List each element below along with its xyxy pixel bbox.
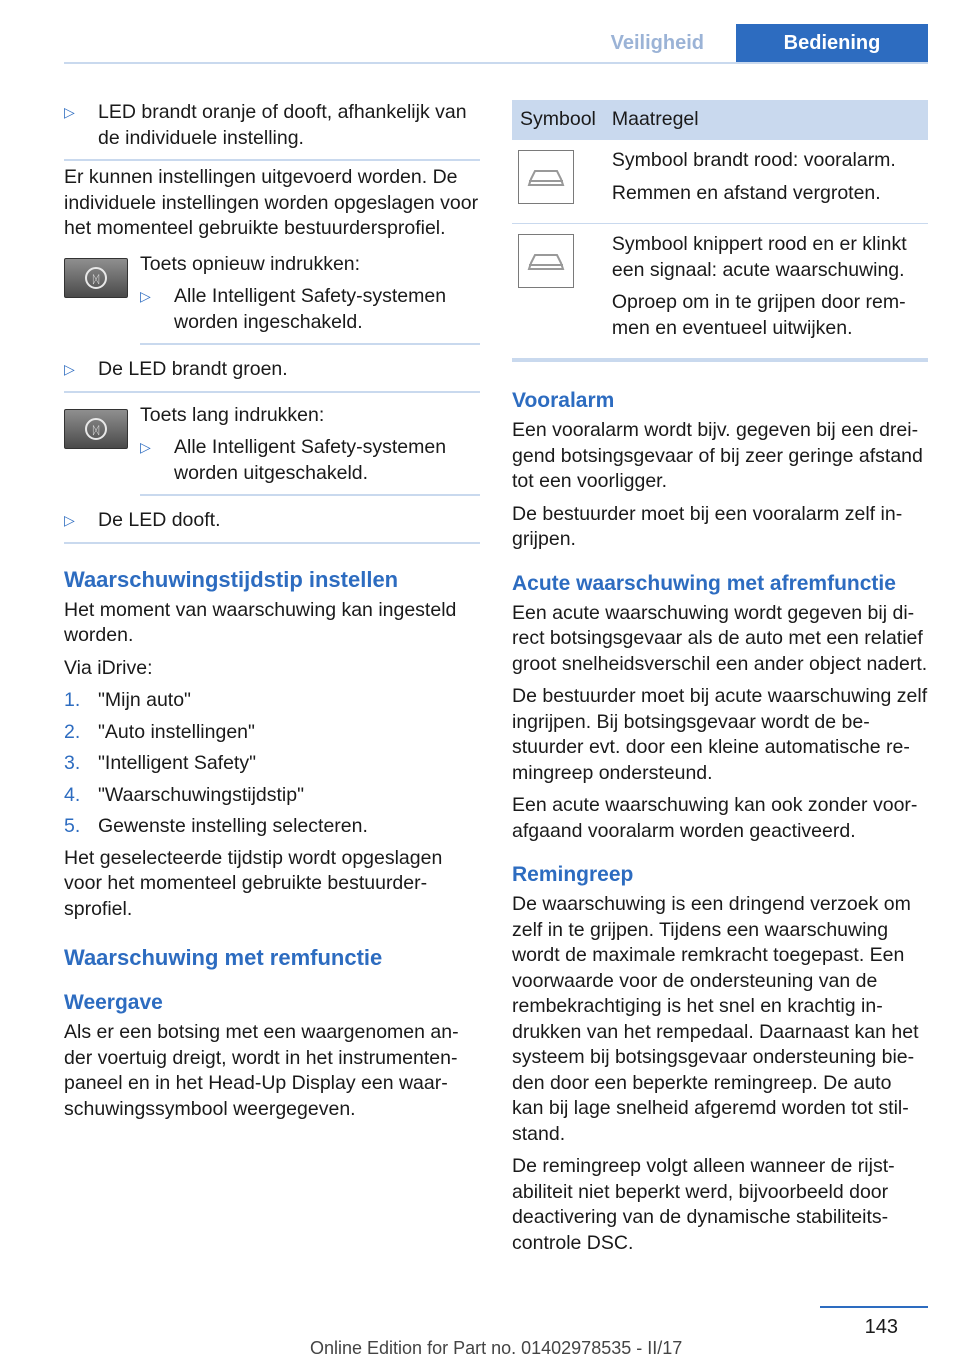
heading-brake-warning: Waarschuwing met remfunctie [64,945,383,970]
car-warning-symbol-icon [518,150,574,204]
paragraph: De bestuurder moet bij acute waarschuwing zelf ingrijpen. Bij botsingsgevaar wordt de bestuurder evt. door een kleine automatische remingreep ondersteund. [512,685,928,784]
paragraph: De waarschuwing is een dringend verzoek om zelf in te grijpen. Tijdens een waarschuwing wordt de maximale remkracht toegepast. Een voorwaarde voor de ondersteuning van de rembekrachtiging is het snel en krachtig indrukken van het rempedaal. Daarnaast kan het systeem bij botsingsgevaar ondersteuning bieden door een beperkte remingreep. De auto kan bij lage snelheid afgeremd worden tot stilstand. [512,893,919,1145]
heading-display: Weergave [64,991,163,1014]
page-header [64,24,928,64]
divider [64,391,480,393]
button-instruction: ᛞ Toets opnieuw indrukken: ▷ Alle Intelligent Safety-systemen worden ingeschakeld. [64,252,480,346]
triangle-bullet-icon: ▷ [64,104,75,120]
list-item: 5. Gewenste instelling selecteren. [64,815,368,837]
heading-warning-time: Waarschuwingstijdstip instellen [64,566,399,592]
list-item: ▷ De LED brandt groen. [64,357,480,383]
heading-acute-warning: Acute waarschuwing met afremfunctie [512,571,896,595]
table-header-symbol: Symbool [512,100,604,140]
list-item: ▷ LED brandt oranje of dooft, afhankelijk van de individuele instelling. [64,101,467,149]
list-item: 4. "Waarschuwingstijdstip" [64,783,305,806]
paragraph: Het moment van waarschuwing kan ingesteld worden. [64,598,457,646]
table-bottom-rule [512,359,928,362]
paragraph: Een acute waarschuwing wordt gegeven bij direct botsingsgevaar als de auto met een relatief groot snelheidsverschil een ander object nadert. [512,601,928,675]
car-warning-symbol-icon [518,234,574,288]
paragraph: Als er een botsing met een waargenomen ander voertuig dreigt, wordt in het instrumentenpaneel en in het Head-Up Display een waarschuwingssymbool weergegeven. [64,1021,459,1120]
heading-prewarning: Vooralarm [512,389,615,412]
paragraph: Via iDrive: [64,656,153,679]
left-column [64,100,480,1129]
triangle-bullet-icon: ▷ [140,288,151,304]
list-item: 2. "Auto instellingen" [64,720,255,743]
list-item: ▷ De LED dooft. [64,508,480,534]
button-instruction: ᛞ Toets lang indrukken: ▷ Alle Intelligent Safety-systemen worden uitgeschakeld. [64,403,480,497]
footer-rule [820,1306,928,1308]
paragraph: Een vooralarm wordt bijv. gegeven bij een dreigend botsingsgevaar of bij zeer geringe afstand tot een voorligger. [512,419,923,492]
paragraph: Het geselecteerde tijdstip wordt opgeslagen voor het momenteel gebruikte bestuurdersprofiel. [64,846,443,920]
section-tab-safety[interactable]: Veiligheid [610,32,704,54]
list-item: ▷ Alle Intelligent Safety-systemen worden ingeschakeld. [140,284,480,345]
divider [64,159,480,161]
right-column [512,100,928,1263]
intelligent-safety-button-icon: ᛞ [64,258,128,298]
triangle-bullet-icon: ▷ [140,439,151,455]
intelligent-safety-button-icon: ᛞ [64,409,128,449]
heading-braking-intervention: Remingreep [512,863,634,886]
divider [64,542,480,544]
idrive-steps [64,688,480,840]
symbol-table [512,100,928,359]
paragraph: Er kunnen instellingen uitgevoerd worden. De individuele instellingen worden opgeslagen voor het momenteel gebruikte bestuurdersprofiel. [64,166,479,239]
list-item: 3. "Intelligent Safety" [64,752,257,774]
list-item: ▷ Alle Intelligent Safety-systemen worden uitgeschakeld. [140,435,480,496]
edition-note: Online Edition for Part no. 01402978535 - II/17 [310,1338,683,1358]
page-number: 143 [864,1316,898,1338]
paragraph: De remingreep volgt alleen wanneer de rijstabiliteit niet beperkt werd, bijvoorbeeld door deactivering van de dynamische stabiliteitscontrole DSC. [512,1155,895,1254]
table-row: Symbool knippert rood en er klinkt een signaal: acute waarschuwing. Oproep om in te grijpen door remmen en eventueel uitwijken. [512,224,928,359]
list-item: 1. "Mijn auto" [64,689,191,711]
triangle-bullet-icon: ▷ [64,361,75,377]
paragraph: De bestuurder moet bij een vooralarm zelf ingrijpen. [512,502,903,550]
section-tab-operation[interactable]: Bediening [736,24,928,62]
triangle-bullet-icon: ▷ [64,512,75,528]
table-row: Symbool brandt rood: vooralarm. Remmen en afstand vergroten. [512,140,928,224]
table-header-measure: Maatregel [604,100,928,140]
paragraph: Een acute waarschuwing kan ook zonder voorafgaand vooralarm worden geactiveerd. [512,794,918,842]
